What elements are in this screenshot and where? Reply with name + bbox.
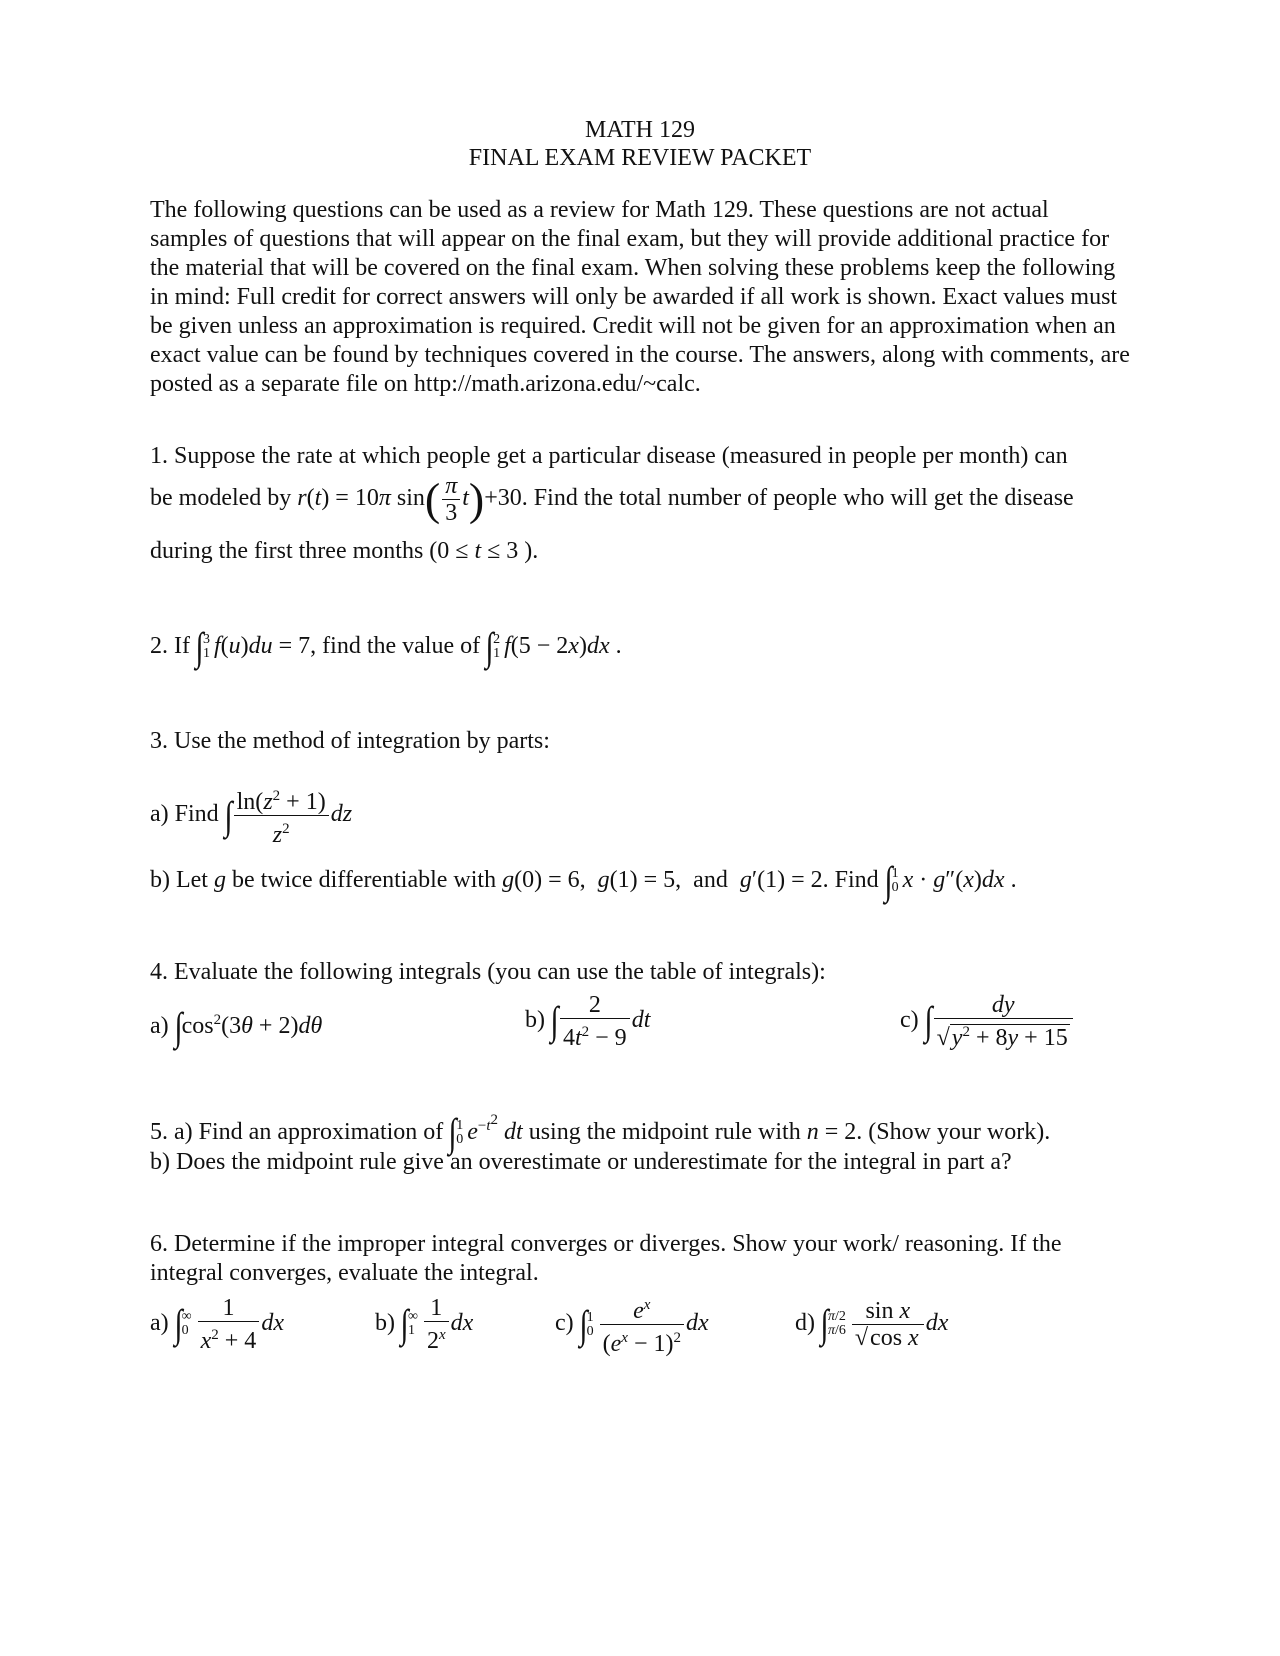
q6-line1: 6. Determine if the improper integral converges or diverges. Show your work/ reasoning. If the [150,1231,1062,1257]
q6d-integral: d) ∫ π/2 π/6 $\frac{\text{sin x}}{\text{√cos x}}$ dx [795,1297,949,1351]
q1-line1: 1. Suppose the rate at which people get a particular disease (measured in people per month) can [150,443,1068,469]
q4-intro: 4. Evaluate the following integrals (you can use the table of integrals): [150,959,826,985]
q6a-integral: a) ∫ ∞ 0 $\frac{1}{x^2 + 4}$ dx [150,1294,284,1354]
q4b-integral: b) ∫ $\frac{2}{4t^2 - 9}$ dt [525,991,651,1051]
q6b-integral: b) ∫ ∞ 1 $\frac{1}{2^x}$ dx [375,1294,474,1354]
q3b-line: b) Let g be twice differentiable with g(0) = 6, g(1) = 5, and g′(1) = 2. Find ∫ 1 0 x · g″(x)dx . [150,858,1017,904]
q2-line: 2. If ∫ 3 1 f(u)du = 7, find the value of ∫ 2 1 f(5 − 2x)dx . [150,624,622,670]
q4c-integral: c) ∫ $\frac{dy}{√y^2 + 8y + 15}$ [900,990,1075,1051]
q6c-integral: c) ∫ 1 0 $\frac{e^x}{(e^x - 1)^2}$ dx [555,1297,709,1357]
page-title: FINAL EXAM REVIEW PACKET [468,145,812,171]
q5b-line: b) Does the midpoint rule give an overestimate or underestimate for the integral in part a? [150,1149,1012,1175]
q5a-line: 5. a) Find an approximation of ∫ 1 0 $e^{-t^2}$ dt using the midpoint rule with n = 2. (Show your work). [150,1110,1051,1156]
q6-line2: integral converges, evaluate the integral. [150,1260,539,1286]
q3-intro: 3. Use the method of integration by parts: [150,728,550,754]
q1-line3: during the first three months (0 ≤ t ≤ 3 ). [150,538,539,564]
intro-paragraph: The following questions can be used as a review for Math 129. These questions are not actual samples of questions that will appear on the final exam, but they will provide additional practice for the material that will be covered on the final exam. When solving these problems keep the following in mind: Full credit for correct answers will only be awarded if all work is shown. Exact values must be given unless an approximation is required. Credit will not be given for an approximation when an exact value can be found by techniques covered in the course. The answers, along with comments, are posted as a separate file on http://math.arizona.edu/~calc. [150,197,1130,397]
q1-line2: be modeled by r(t) = 10π sin( $\frac{\pi}{3}$ t)+30. Find the total number of people who will get the disease [150,472,1074,526]
course-heading: MATH 129 [584,117,695,143]
q3a-line: a) Find ∫ $\frac{\ln(z^2 + 1)}{z^2}$ dz [150,788,353,848]
q4a-integral: a) $\int\cos^2(3\theta + 2)d\theta$ [150,1004,323,1050]
